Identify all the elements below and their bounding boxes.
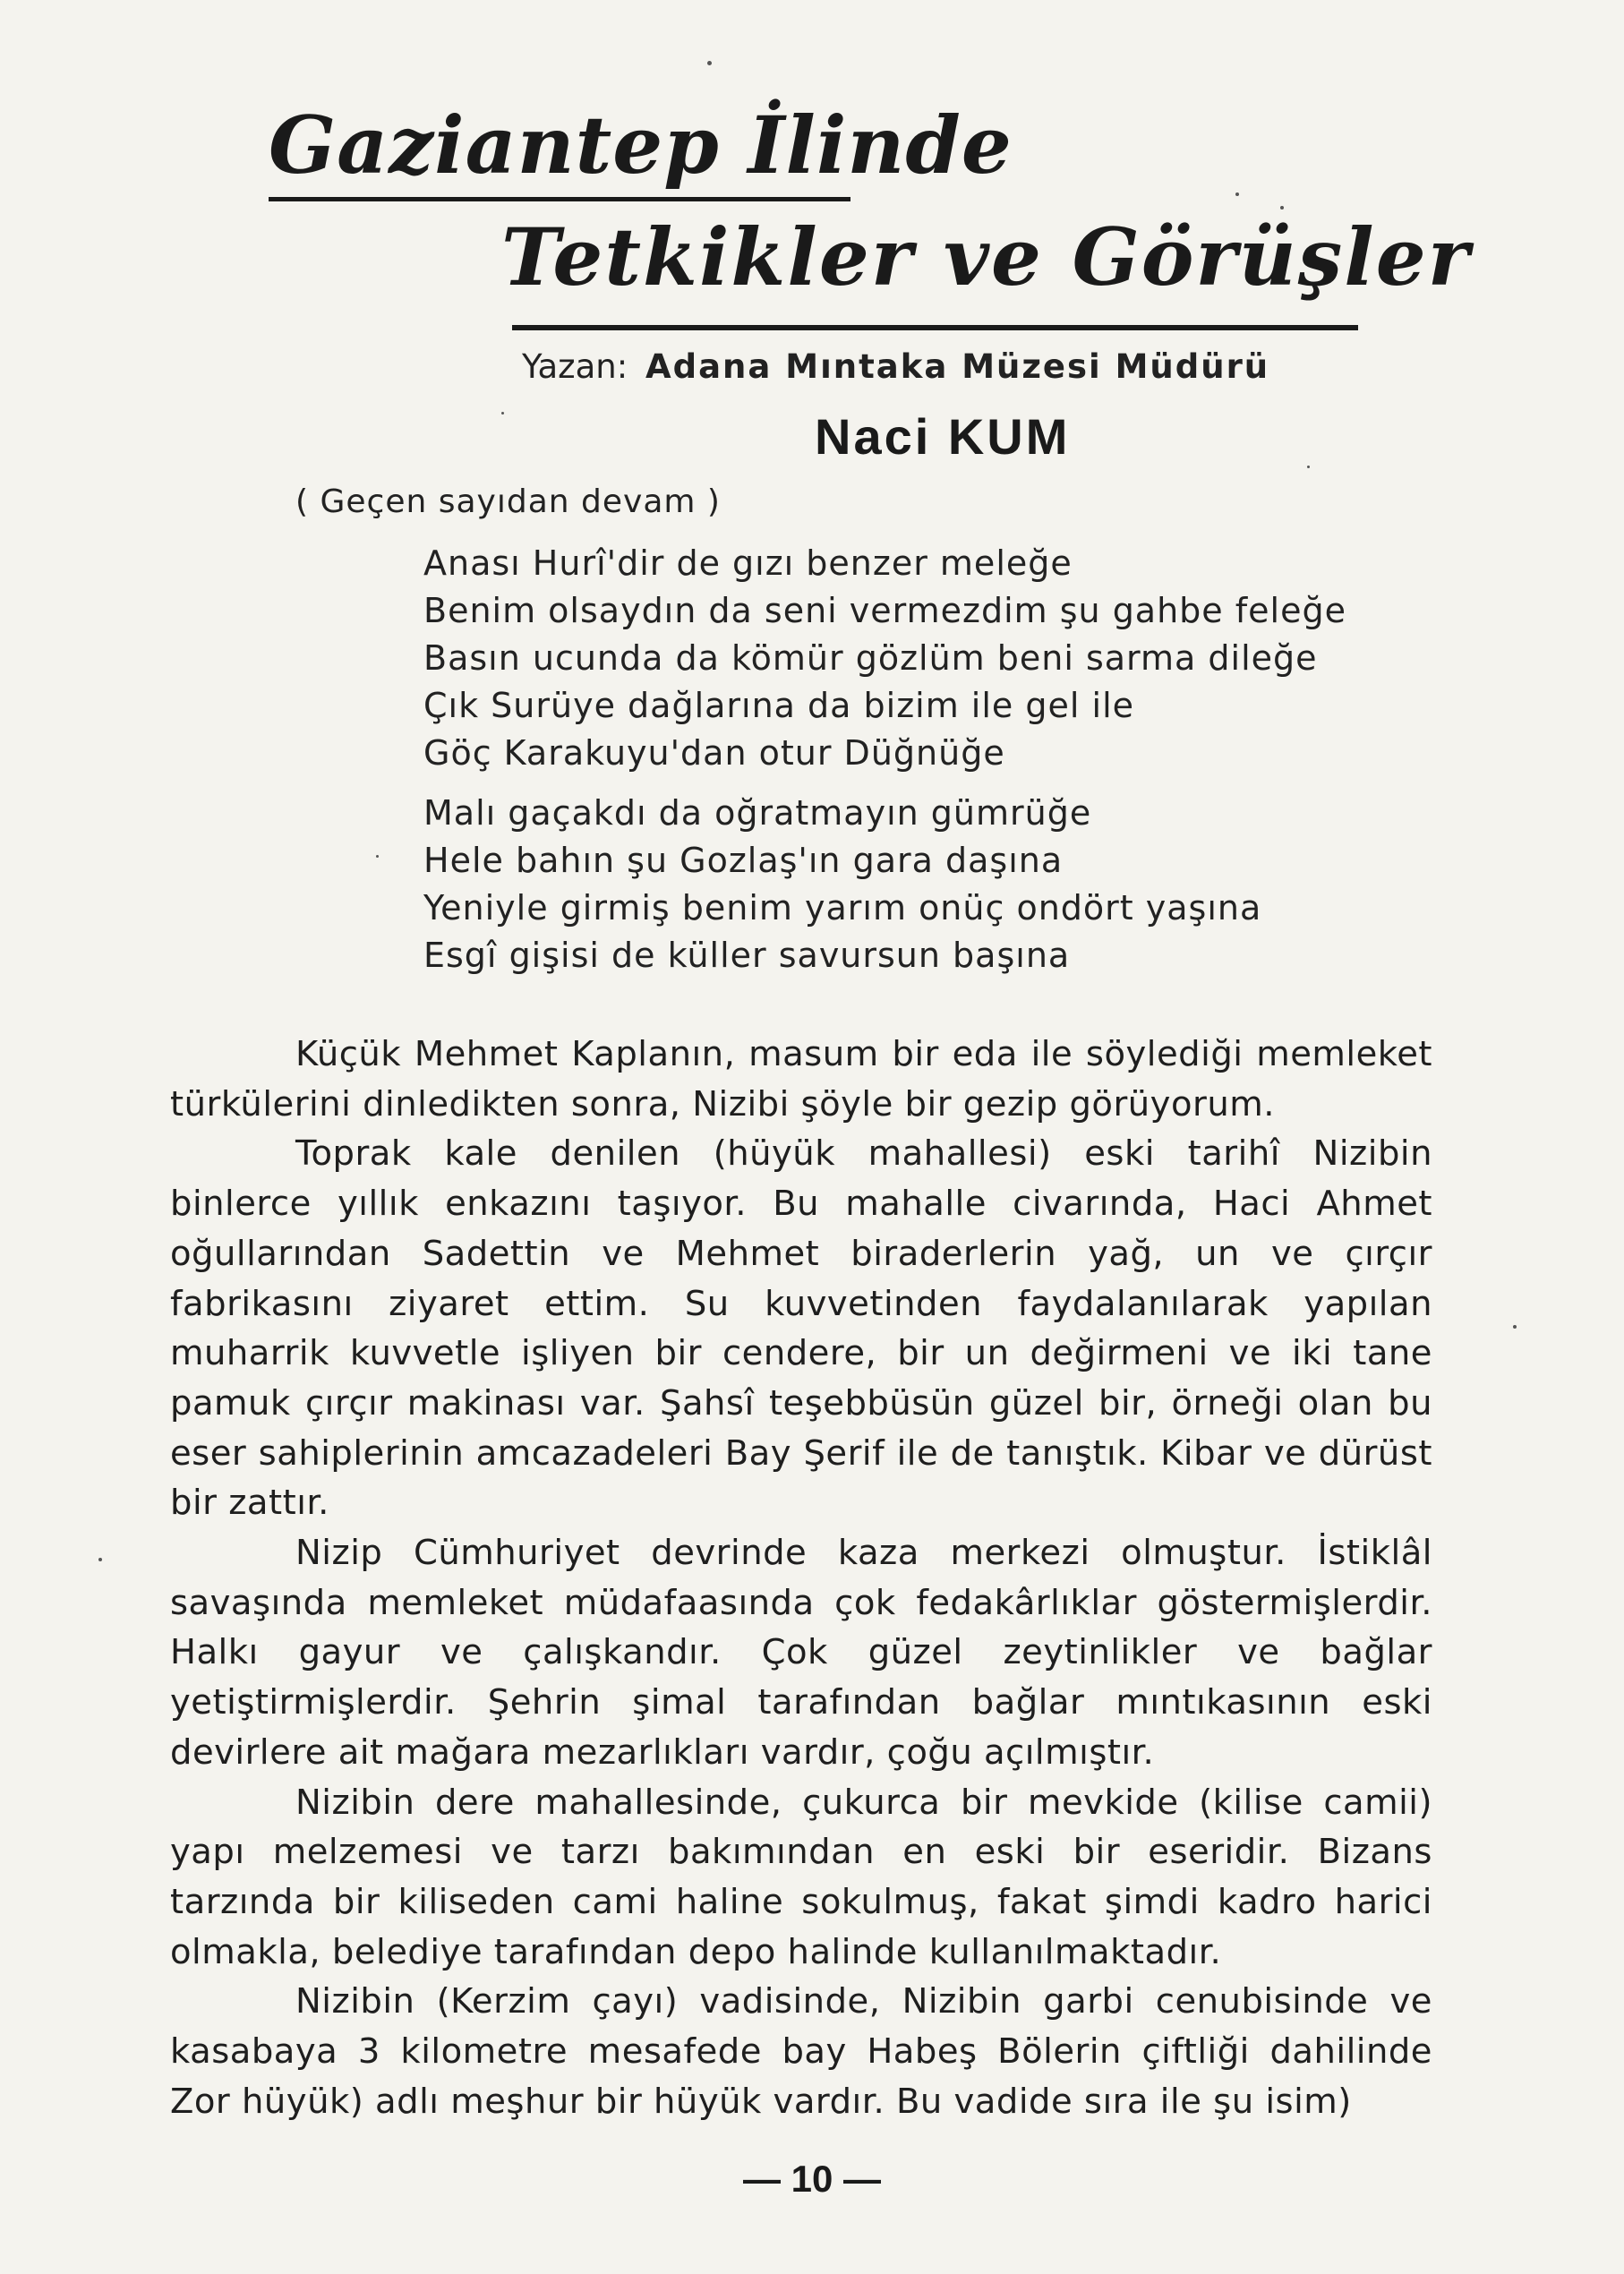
- paragraph: Nizibin dere mahallesinde, çukurca bir mevkide (kilise camii) yapı melzemesi ve tarzı bakımından en eski bir eseridir. Bizans tarzında bir kiliseden cami haline sokulmuş, fakat şimdi kadro harici olmakla, belediye tarafından depo halinde kullanılmaktadır.: [170, 1782, 1432, 1972]
- byline-label: Yazan:: [522, 347, 628, 386]
- article-body: [170, 1030, 1432, 2126]
- paragraph: Küçük Mehmet Kaplanın, masum bir eda ile söylediği memleket türkülerini dinledikten sonra, Nizibi şöyle bir gezip görüyorum.: [170, 1034, 1432, 1124]
- paragraph: Nizip Cümhuriyet devrinde kaza merkezi olmuştur. İstiklâl savaşında memleket müdafaasında çok fedakârlıklar göstermişlerdir. Halkı gayur ve çalışkandır. Çok güzel zeytinlikler ve bağlar yetiştirmişlerdir. Şehrin şimal tarafından bağlar mıntıkasının eski devirlere ait mağara mezarlıkları vardır, çoğu açılmıştır.: [170, 1533, 1432, 1773]
- poem-line: Çık Surüye dağlarına da bizim ile gel ile: [423, 686, 1135, 725]
- scan-speck: [98, 1558, 102, 1561]
- scan-speck: [1280, 206, 1284, 209]
- title-line-2: Tetkikler ve Görüşler: [501, 210, 1472, 303]
- continued-note: ( Geçen sayıdan devam ): [295, 483, 721, 520]
- poem: [423, 540, 1390, 979]
- poem-line: Göç Karakuyu'dan otur Düğnüğe: [423, 733, 1005, 773]
- scan-speck: [1307, 466, 1310, 468]
- poem-line: Yeniyle girmiş benim yarım onüç ondört yaşına: [423, 888, 1262, 928]
- poem-stanza-1: [423, 540, 1390, 777]
- stanza-divider: [423, 777, 1390, 790]
- poem-line: Esgî gişisi de küller savursun başına: [423, 936, 1071, 975]
- byline: [522, 347, 1269, 386]
- scan-speck: [1513, 1325, 1517, 1329]
- scan-speck: [707, 61, 712, 65]
- title-line-1: Gaziantep İlinde: [269, 98, 1013, 192]
- scan-speck: [501, 412, 504, 415]
- author-name: Naci KUM: [815, 408, 1071, 465]
- scan-speck: [1235, 192, 1239, 196]
- page-number: — 10 —: [742, 2158, 882, 2200]
- title-underline-1: [269, 197, 850, 201]
- poem-line: Anası Hurî'dir de gızı benzer meleğe: [423, 543, 1073, 583]
- title-underline-2: [512, 325, 1358, 330]
- paragraph: Nizibin (Kerzim çayı) vadisinde, Nizibin garbi cenubisinde ve kasabaya 3 kilometre mesafede bay Habeş Bölerin çiftliği dahilinde Zor hüyük) adlı meşhur bir hüyük vardır. Bu vadide sıra ile şu isim): [170, 1981, 1432, 2122]
- byline-title: Adana Mıntaka Müzesi Müdürü: [645, 347, 1270, 386]
- poem-line: Hele bahın şu Gozlaş'ın gara daşına: [423, 841, 1064, 880]
- poem-stanza-2: [423, 790, 1390, 979]
- paragraph: Toprak kale denilen (hüyük mahallesi) eski tarihî Nizibin binlerce yıllık enkazını taşıyor. Bu mahalle civarında, Haci Ahmet oğullarından Sadettin ve Mehmet biraderlerin yağ, un ve çırçır fabrikasını ziyaret ettim. Su kuvvetinden faydalanılarak yapılan muharrik kuvvetle işliyen bir cendere, bir un değirmeni ve iki tane pamuk çırçır makinası var. Şahsî teşebbüsün güzel bir, örneği olan bu eser sahiplerinin amcazadeleri Bay Şerif ile de tanıştık. Kibar ve dürüst bir zattır.: [170, 1133, 1432, 1524]
- poem-line: Benim olsaydın da seni vermezdim şu gahbe feleğe: [423, 591, 1346, 630]
- poem-line: Basın ucunda da kömür gözlüm beni sarma dileğe: [423, 638, 1318, 678]
- poem-line: Malı gaçakdı da oğratmayın gümrüğe: [423, 793, 1092, 833]
- scan-speck: [376, 855, 379, 858]
